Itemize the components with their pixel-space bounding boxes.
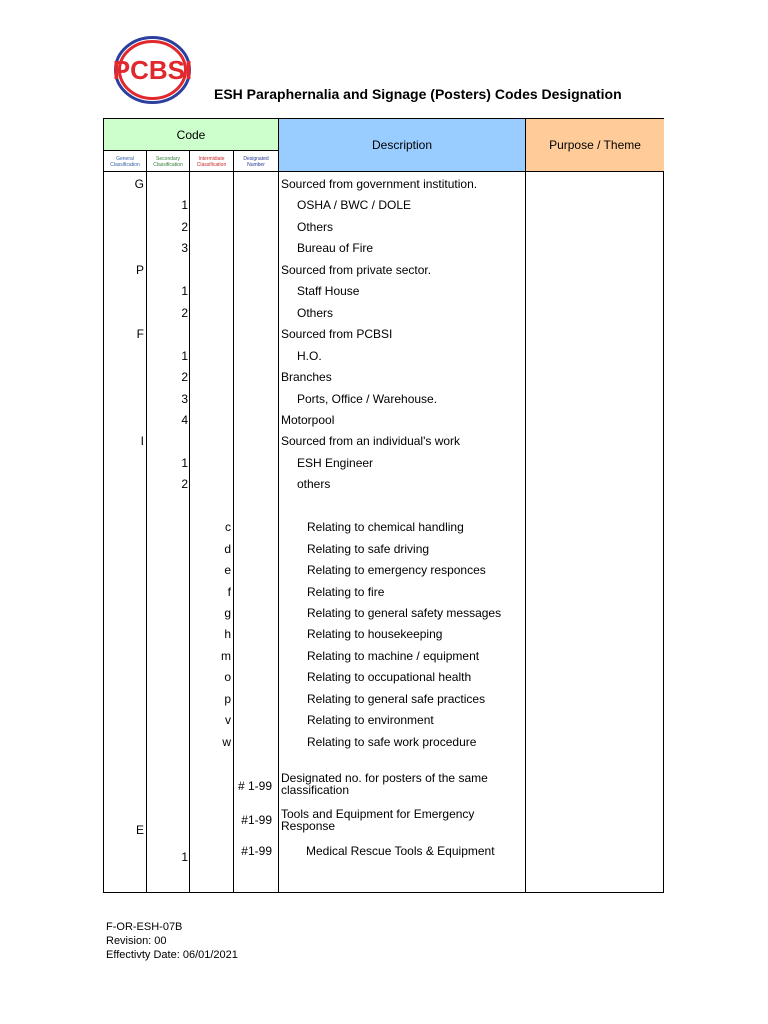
code-header-label: Code [176, 127, 206, 142]
row-description: ESH Engineer [297, 455, 374, 470]
row-description: Staff House [297, 284, 360, 299]
secondary-classification-header: Secondary Classification [153, 155, 183, 168]
row-description: others [297, 477, 331, 492]
codes-table [103, 118, 664, 893]
intermediate-code: w [222, 734, 231, 749]
row-description: Relating to safe work procedure [307, 734, 477, 749]
intermediate-code: o [224, 670, 231, 685]
revision: Revision: 00 [106, 935, 167, 947]
general-classification-header: General Classification [110, 155, 140, 168]
secondary-code: 3 [181, 391, 188, 406]
secondary-code: 1 [181, 455, 188, 470]
logo-emblem-icon [114, 36, 191, 104]
logo-text: PCBSI [114, 55, 191, 85]
effectivity-date: Effectivty Date: 06/01/2021 [106, 949, 238, 961]
intermediate-code: g [224, 606, 231, 620]
row-description: Medical Rescue Tools & Equipment [306, 844, 495, 858]
row-description: Relating to housekeeping [307, 627, 443, 642]
purpose-header-label: Purpose / Theme [549, 138, 641, 152]
row-description: OSHA / BWC / DOLE [297, 198, 412, 213]
header-divider [104, 150, 278, 151]
secondary-code: 1 [181, 850, 188, 864]
secondary-code: 1 [181, 198, 188, 213]
description-header [279, 119, 525, 171]
secondary-code: 4 [181, 412, 188, 427]
secondary-code: 2 [181, 477, 188, 492]
row-description: Relating to chemical handling [307, 520, 464, 535]
designated-number: #1-99 [241, 813, 272, 827]
row-description: Relating to emergency responces [307, 563, 486, 578]
designated-number: #1-99 [241, 844, 272, 858]
row-description: Relating to fire [307, 584, 385, 599]
column-divider [525, 119, 526, 892]
intermediate-code: e [224, 563, 231, 578]
secondary-code: 2 [181, 305, 188, 320]
designated-number: # 1-99 [237, 779, 272, 793]
row-description: Others [297, 305, 334, 320]
purpose-header [526, 119, 664, 171]
row-description: Relating to environment [307, 713, 434, 728]
row-description: Relating to machine / equipment [307, 648, 480, 663]
row-description: Others [297, 219, 334, 234]
row-description: Relating to general safe practices [307, 691, 486, 706]
pcbsi-logo [114, 36, 191, 104]
intermediate-code: m [221, 648, 231, 663]
intermediate-code: v [225, 713, 231, 728]
row-description: Designated no. for posters of the same classification [281, 771, 488, 797]
row-description: H.O. [297, 348, 322, 363]
row-description: Relating to occupational health [307, 670, 472, 685]
intermediate-code: h [224, 627, 231, 642]
intermediate-code: f [227, 584, 231, 599]
row-description: Bureau of Fire [297, 241, 374, 256]
intermediate-code: d [224, 541, 231, 556]
general-code: F [136, 327, 144, 342]
row-description: Tools and Equipment for Emergency Response [281, 807, 475, 833]
designated-number-header: Designated Number [243, 155, 269, 168]
intermediate-code: c [225, 520, 231, 535]
row-description: Relating to safe driving [307, 541, 430, 556]
general-code: P [135, 262, 144, 277]
page-title: ESH Paraphernalia and Signage (Posters) Codes Designation [214, 86, 622, 102]
secondary-code: 2 [181, 219, 188, 234]
description-header-label: Description [371, 138, 433, 152]
intermediate-classification-header: Intermidiate Classification [196, 155, 227, 168]
row-description: Relating to general safety messages [307, 606, 502, 620]
general-code: G [134, 177, 144, 191]
general-code: E [135, 823, 144, 837]
column-divider [278, 119, 279, 892]
general-code: I [140, 434, 144, 449]
secondary-code: 1 [181, 348, 188, 363]
header-bottom-line [104, 171, 663, 172]
row-description: Sourced from private sector. [281, 262, 432, 277]
row-description: Sourced from PCBSI [281, 327, 393, 342]
secondary-code: 2 [181, 370, 188, 385]
row-description: Ports, Office / Warehouse. [297, 391, 438, 406]
secondary-code: 1 [181, 284, 188, 299]
code-header [104, 119, 278, 150]
intermediate-code: p [224, 691, 231, 706]
secondary-code: 3 [181, 241, 188, 256]
form-code: F-OR-ESH-07B [106, 921, 183, 933]
row-description: Sourced from government institution. [281, 177, 478, 191]
row-description: Branches [281, 370, 332, 385]
row-description: Sourced from an individual's work [281, 434, 461, 449]
document-footer [106, 920, 238, 962]
column-divider [146, 150, 147, 892]
row-description: Motorpool [281, 412, 335, 427]
